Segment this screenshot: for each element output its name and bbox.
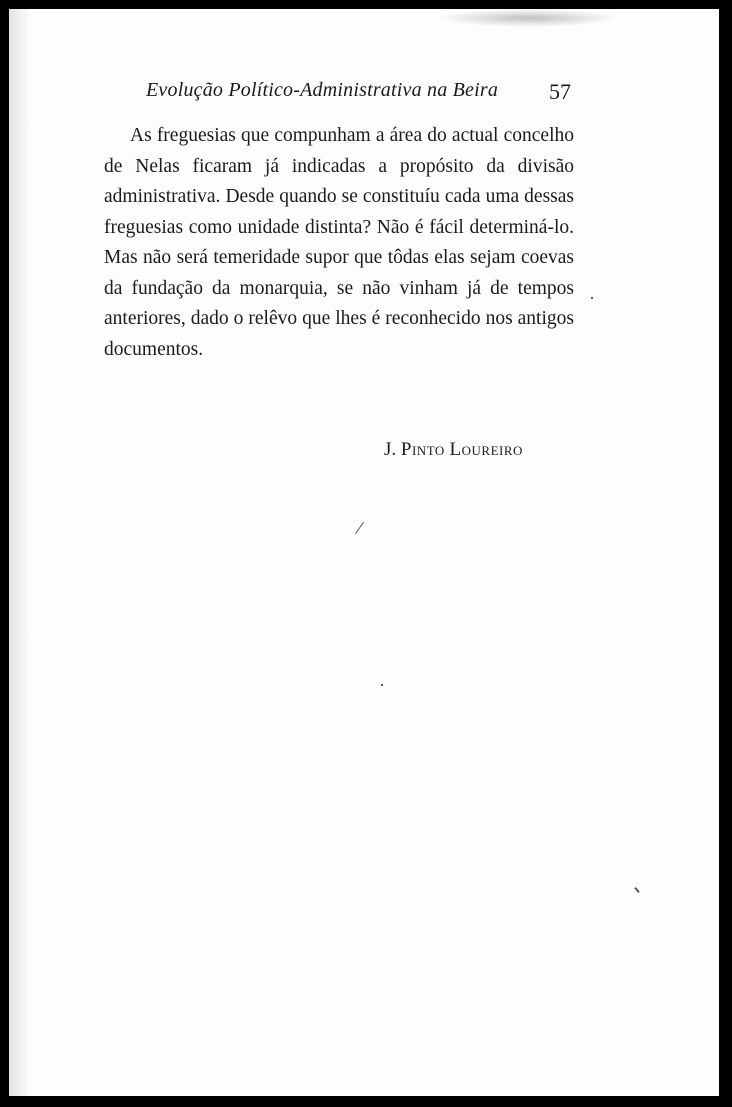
binding-shadow — [9, 9, 31, 1096]
running-header — [9, 73, 719, 113]
scan-speck — [355, 522, 364, 534]
signature-initial: J. — [384, 439, 397, 460]
scan-speck — [381, 684, 383, 686]
scan-smudge — [439, 9, 619, 27]
page-number: 57 — [549, 79, 571, 104]
scan-speck — [591, 297, 593, 299]
book-page — [9, 9, 719, 1096]
paragraph: As freguesias que compunham a área do actual concelho de Nelas ficaram já indicadas a propósito da divisão administrativa. Desde quando se constituíu cada uma dessas freguesias como unidade distinta? Não é fácil determiná-lo. Mas não será temeridade supor que tôdas elas sejam coevas da fundação da monarquia, se não vinham já de tempos anteriores, dado o relêvo que lhes é reconhecido nos antigos documentos. — [104, 125, 574, 360]
scan-speck — [634, 887, 639, 893]
running-title: Evolução Político-Administrativa na Beira — [146, 79, 499, 101]
signature-first-name: Pinto — [400, 439, 445, 460]
author-signature — [384, 439, 523, 461]
signature-last-name: Loureiro — [449, 439, 523, 460]
body-text — [104, 121, 574, 365]
